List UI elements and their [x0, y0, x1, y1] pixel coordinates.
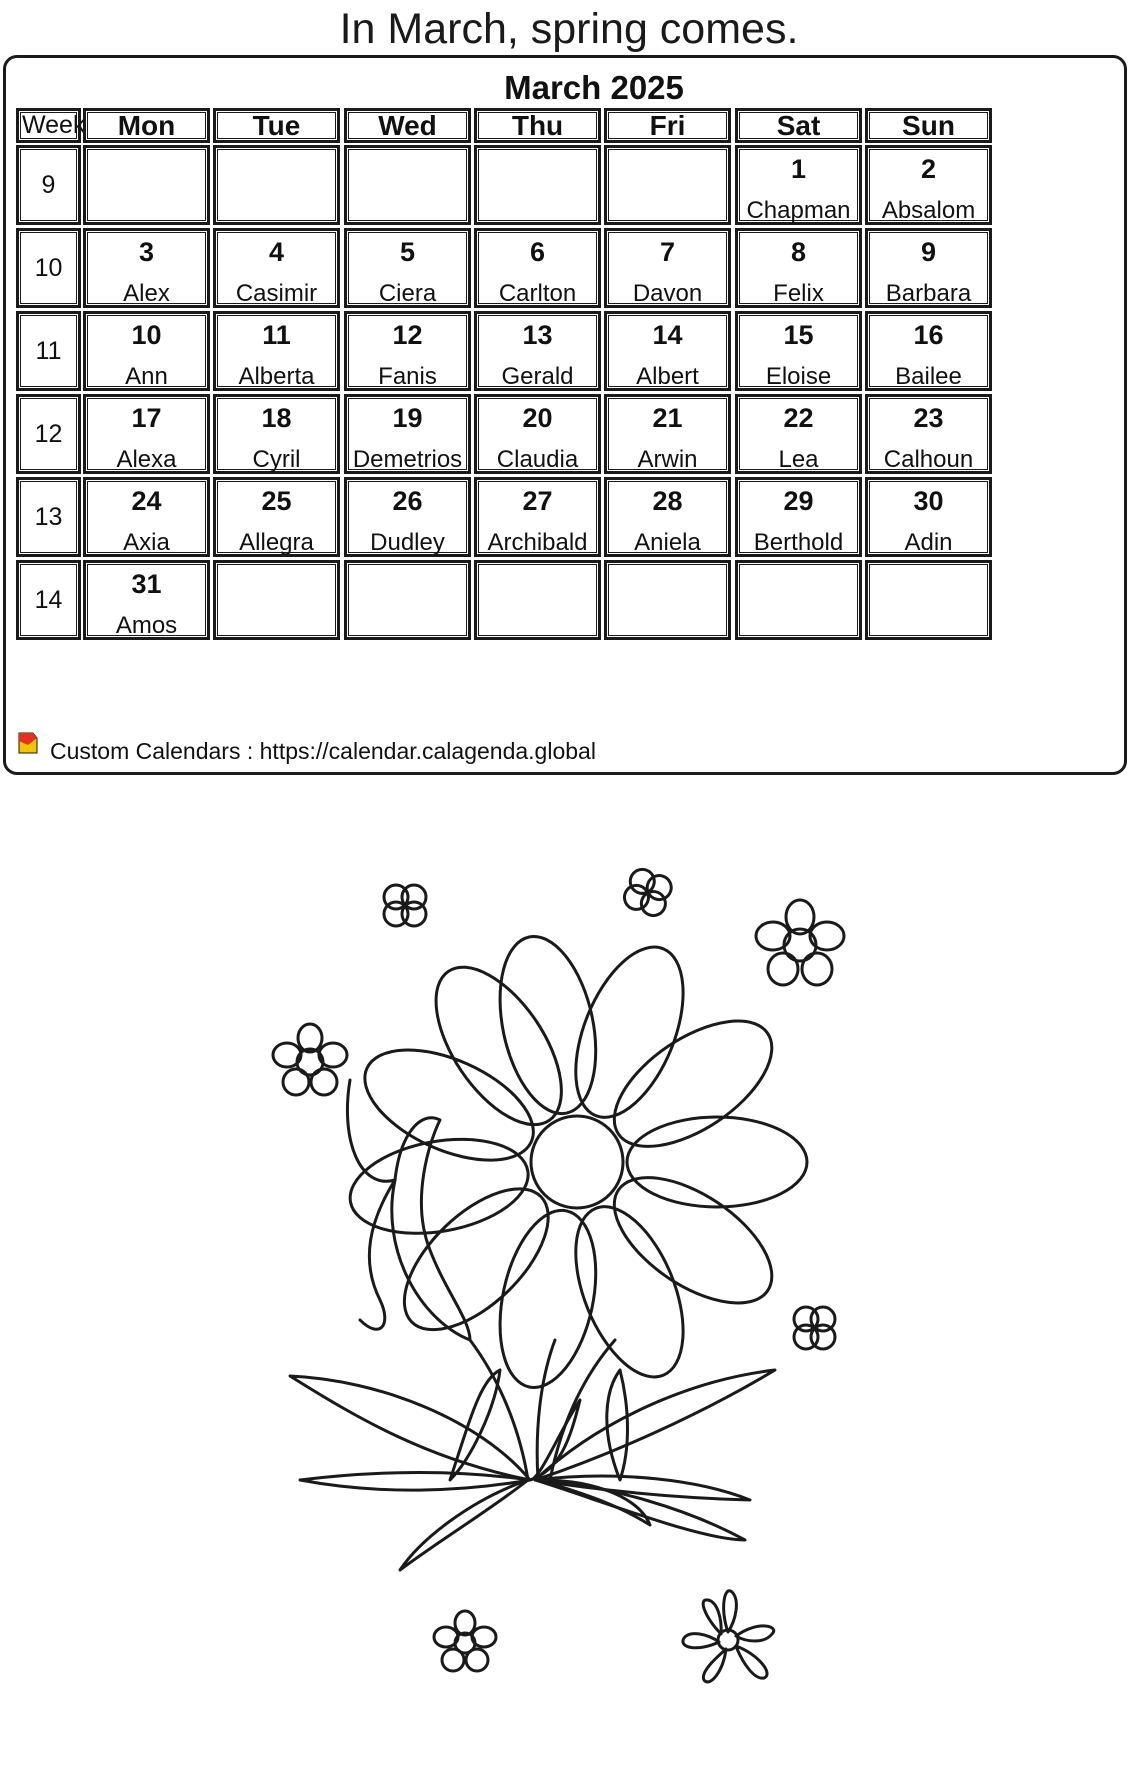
day-number: 11	[262, 320, 291, 350]
small-flower-icon	[434, 1611, 496, 1671]
day-number: 30	[913, 486, 944, 516]
day-header-mon: Mon	[83, 108, 210, 143]
day-number: 20	[522, 403, 553, 433]
calendar-title: March 2025	[504, 69, 684, 106]
day-cell	[604, 477, 731, 557]
day-cell	[83, 477, 210, 557]
empty-day-cell	[213, 145, 340, 225]
empty-day-cell	[344, 560, 471, 640]
name-day: Casimir	[235, 280, 318, 307]
day-number: 23	[913, 403, 944, 433]
day-cell	[865, 394, 992, 474]
day-cell	[865, 145, 992, 225]
day-number: 2	[920, 154, 937, 184]
small-flower-icon	[384, 885, 426, 926]
name-day: Bailee	[895, 363, 962, 390]
empty-day-cell	[604, 145, 731, 225]
flower-coloring-page-illustration	[0, 780, 1138, 1765]
week-number: 14	[16, 560, 81, 640]
day-number: 17	[131, 403, 162, 433]
small-flower-icon	[794, 1307, 835, 1349]
day-number: 8	[790, 237, 807, 267]
day-cell	[83, 560, 210, 640]
day-cell	[865, 311, 992, 391]
name-day: Calhoun	[883, 446, 974, 473]
name-day: Archibald	[487, 529, 588, 556]
day-number: 13	[522, 320, 553, 350]
day-cell	[83, 228, 210, 308]
day-number: 4	[268, 237, 285, 267]
week-column-header: Week	[16, 108, 81, 143]
day-header-fri: Fri	[604, 108, 731, 143]
day-cell	[474, 477, 601, 557]
day-cell	[735, 394, 862, 474]
empty-day-cell	[474, 145, 601, 225]
name-day: Eloise	[765, 363, 832, 390]
day-cell	[865, 477, 992, 557]
empty-day-cell	[83, 145, 210, 225]
name-day: Adin	[904, 529, 953, 556]
day-cell	[344, 477, 471, 557]
small-flower-icon	[683, 1591, 774, 1682]
name-day: Allegra	[239, 529, 314, 556]
day-number: 14	[652, 320, 683, 350]
day-number: 1	[790, 154, 807, 184]
name-day: Alberta	[238, 363, 315, 390]
day-cell	[604, 394, 731, 474]
day-cell	[735, 228, 862, 308]
day-header-tue: Tue	[213, 108, 340, 143]
day-cell	[735, 311, 862, 391]
small-flower-icon	[621, 866, 674, 919]
day-cell	[604, 228, 731, 308]
day-number: 18	[261, 403, 292, 433]
week-number: 10	[16, 228, 81, 308]
name-day: Felix	[773, 280, 824, 307]
day-number: 6	[529, 237, 546, 267]
name-day: Gerald	[501, 363, 574, 390]
week-number: 12	[16, 394, 81, 474]
day-number: 26	[392, 486, 423, 516]
empty-day-cell	[604, 560, 731, 640]
name-day: Lea	[778, 446, 819, 473]
name-day: Davon	[632, 280, 703, 307]
day-number: 19	[392, 403, 423, 433]
name-day: Berthold	[753, 529, 844, 556]
name-day: Aniela	[634, 529, 701, 556]
name-day: Fanis	[378, 363, 437, 390]
name-day: Absalom	[881, 197, 976, 224]
day-cell	[604, 311, 731, 391]
week-number: 11	[16, 311, 81, 391]
day-number: 28	[652, 486, 683, 516]
week-number: 13	[16, 477, 81, 557]
day-number: 27	[522, 486, 553, 516]
day-number: 3	[138, 237, 155, 267]
empty-day-cell	[213, 560, 340, 640]
day-number: 12	[392, 320, 423, 350]
day-header-thu: Thu	[474, 108, 601, 143]
day-cell	[735, 477, 862, 557]
day-number: 21	[652, 403, 683, 433]
day-header-sun: Sun	[865, 108, 992, 143]
calendar-logo-icon	[17, 731, 39, 755]
day-number: 5	[399, 237, 416, 267]
name-day: Chapman	[746, 197, 851, 224]
day-number: 31	[131, 569, 162, 599]
name-day: Arwin	[637, 446, 698, 473]
day-cell	[344, 394, 471, 474]
footer-credit: Custom Calendars : https://calendar.calagenda.global	[50, 738, 596, 764]
day-cell	[83, 394, 210, 474]
day-cell	[474, 394, 601, 474]
day-cell	[344, 311, 471, 391]
name-day: Alexa	[116, 446, 177, 473]
name-day: Ann	[125, 363, 168, 390]
name-day: Albert	[636, 363, 699, 390]
day-number: 29	[783, 486, 814, 516]
day-number: 10	[131, 320, 162, 350]
name-day: Dudley	[370, 529, 445, 556]
day-number: 9	[920, 237, 937, 267]
name-day: Carlton	[498, 280, 577, 307]
day-cell	[474, 311, 601, 391]
day-number: 7	[659, 237, 676, 267]
empty-day-cell	[865, 560, 992, 640]
name-day: Barbara	[885, 280, 972, 307]
name-day: Axia	[123, 529, 170, 556]
empty-day-cell	[344, 145, 471, 225]
small-flower-icon	[756, 900, 844, 985]
day-cell	[213, 477, 340, 557]
name-day: Ciera	[378, 280, 437, 307]
name-day: Alex	[123, 280, 170, 307]
day-number: 15	[783, 320, 814, 350]
day-number: 25	[261, 486, 292, 516]
day-header-wed: Wed	[344, 108, 471, 143]
day-number: 22	[783, 403, 814, 433]
day-cell	[213, 394, 340, 474]
day-header-sat: Sat	[735, 108, 862, 143]
name-day: Cyril	[252, 446, 301, 473]
day-cell	[213, 311, 340, 391]
page-headline: In March, spring comes.	[339, 5, 799, 53]
day-cell	[213, 228, 340, 308]
day-cell	[865, 228, 992, 308]
empty-day-cell	[474, 560, 601, 640]
day-number: 24	[131, 486, 162, 516]
day-cell	[474, 228, 601, 308]
day-cell	[83, 311, 210, 391]
week-number: 9	[16, 145, 81, 225]
name-day: Demetrios	[352, 446, 463, 473]
day-cell	[735, 145, 862, 225]
day-number: 16	[913, 320, 944, 350]
name-day: Amos	[115, 612, 178, 639]
day-cell	[344, 228, 471, 308]
small-flower-icon	[273, 1024, 347, 1095]
name-day: Claudia	[496, 446, 579, 473]
empty-day-cell	[735, 560, 862, 640]
